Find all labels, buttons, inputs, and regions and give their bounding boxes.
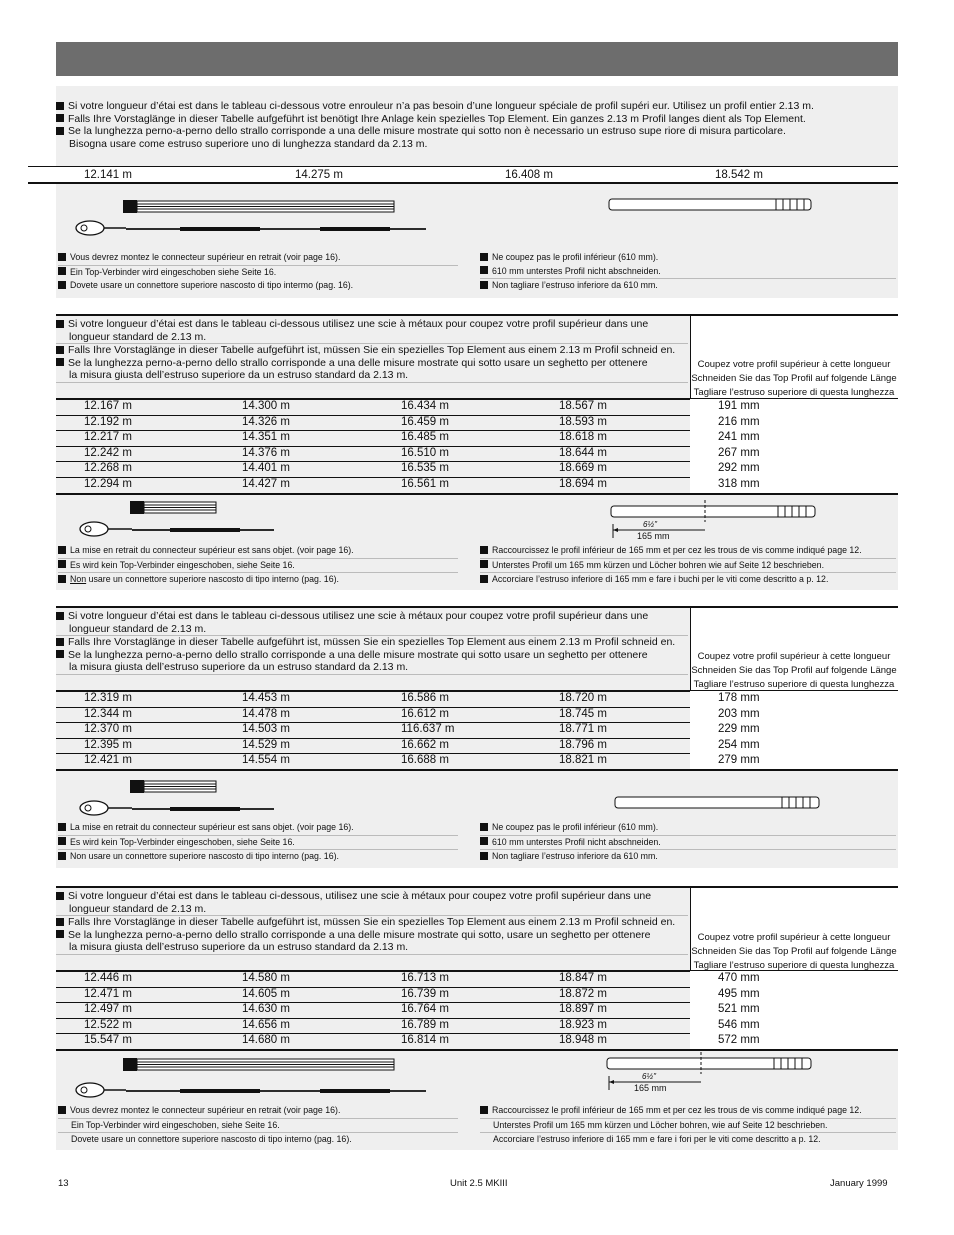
stay-length: 16.510 m <box>401 446 449 459</box>
note: Accorciare l’estruso inferiore di 165 mm e fare i buchi per le viti come descritto a p. 12. <box>492 574 829 584</box>
cut-header-fr: Coupez votre profil supérieur à cette longueur <box>697 359 891 370</box>
section3-intro <box>56 610 688 675</box>
note-emphasis: Non <box>70 574 87 584</box>
cut-length: 279 mm <box>718 754 760 767</box>
stay-length: 14.351 m <box>242 431 290 444</box>
intro-it-cont: la misura giusta dell’estruso superiore da un estruso standard da 2.13 m. <box>56 941 688 955</box>
stay-length: 18.948 m <box>559 1034 607 1047</box>
stay-length: 12.294 m <box>84 478 132 490</box>
stay-length: 16.586 m <box>401 692 449 704</box>
stay-length: 18.593 m <box>559 415 607 428</box>
stay-length: 16.814 m <box>401 1034 449 1047</box>
stay-length: 14.630 m <box>242 1003 290 1016</box>
section2-intro <box>56 318 688 383</box>
cut-header-fr: Coupez votre profil supérieur à cette longueur <box>697 932 891 943</box>
stay-length: 16.459 m <box>401 415 449 428</box>
stay-length: 16.434 m <box>401 400 449 412</box>
intro-fr: Si votre longueur d’étai est dans le tableau ci-dessous, utilisez une scie à métaux pour coupez votre profil supérieur dans une <box>68 890 652 902</box>
table-row <box>56 691 898 708</box>
table-row <box>56 753 898 771</box>
cut-header-de: Schneiden Sie das Top Profil auf folgende Länge <box>691 373 897 384</box>
table-row <box>56 399 898 416</box>
stay-length: 18.694 m <box>559 478 607 490</box>
cut-length: 178 mm <box>718 692 760 704</box>
stay-length: 12.344 m <box>84 707 132 720</box>
intro-it-cont: la misura giusta dell’estruso superiore da un estruso standard da 2.13 m. <box>56 369 688 383</box>
intro-fr: Si votre longueur d’étai est dans le tableau ci-dessous utilisez une scie à métaux pour coupez votre profil supérieur dans une <box>68 610 649 622</box>
stay-length: 15.547 m <box>84 1034 132 1047</box>
stay-length: 14.300 m <box>242 400 290 412</box>
table-row <box>56 430 898 447</box>
table-row <box>56 722 898 739</box>
intro-de: Falls Ihre Vorstaglänge in dieser Tabelle aufgeführt ist, müssen Sie ein spezielles Top Element aus einem 2.13 m Profil schneid en. <box>68 636 676 648</box>
cut-length: 267 mm <box>718 446 760 459</box>
stay-length: 12.370 m <box>84 723 132 736</box>
cut-header-fr: Coupez votre profil supérieur à cette longueur <box>697 651 891 662</box>
intro-it: Se la lunghezza perno-a-perno dello strallo corrisponde a una delle misure mostrate qui sotto usare un seghetto per ottenere <box>68 648 648 661</box>
section2-notes-left <box>58 544 458 587</box>
stay-length: 12.192 m <box>84 415 132 428</box>
cut-length: 229 mm <box>718 723 760 736</box>
note: Unterstes Profil um 165 mm kürzen und Löcher bohren, wie auf Seite 12 beschrieben. <box>480 1119 896 1134</box>
bottom-profile-drawing <box>606 196 816 214</box>
stay-length: 18.796 m <box>559 738 607 751</box>
section3-notes-left <box>58 821 458 864</box>
cut-length: 216 mm <box>718 415 760 428</box>
section1-intro <box>56 100 898 150</box>
note: Ein Top-Verbinder wird eingeschoben, siehe Seite 16. <box>58 1119 458 1134</box>
stay-length: 16.789 m <box>401 1018 449 1031</box>
top-connector-drawing <box>70 776 290 818</box>
cut-header-it: Tagliare l’estruso superiore di questa lunghezza <box>693 960 895 971</box>
table-row <box>56 415 898 432</box>
note: Non tagliare l’estruso inferiore da 610 mm. <box>492 280 658 290</box>
intro-it: Se la lunghezza perno-a-perno dello strallo corrisponde a una delle misure mostrate qui sotto, usare un seghetto per ottenere <box>68 928 651 941</box>
intro-fr: Si votre longueur d’étai est dans le tableau ci-dessous votre enrouleur n’a pas besoin d’une longueur spéciale de profil supéri eur. Utilisez un profil entier 2.13 m. <box>68 100 814 112</box>
section2-notes-right <box>480 544 896 587</box>
stay-length: 12.167 m <box>84 400 132 412</box>
stay-length: 16.561 m <box>401 478 449 490</box>
table-row <box>56 738 898 755</box>
cut-length: 546 mm <box>718 1018 760 1031</box>
stay-length: 18.567 m <box>559 400 607 412</box>
note: Raccourcissez le profil inférieur de 165 mm et per cez les trous de vis comme indiqué page 12. <box>492 545 862 555</box>
stay-length: 12.471 m <box>84 987 132 1000</box>
stay-length: 12.446 m <box>84 972 132 984</box>
cut-length: 572 mm <box>718 1034 760 1047</box>
note: La mise en retrait du connecteur supérieur est sans objet. (voir page 16). <box>70 822 354 832</box>
stay-length: 14.554 m <box>242 754 290 767</box>
note: Raccourcissez le profil inférieur de 165 mm et per cez les trous de vis comme indiqué page 12. <box>492 1105 862 1115</box>
table-row <box>56 987 898 1004</box>
table-row <box>56 971 898 988</box>
note: usare un connettore superiore nascosto di tipo interno (pag. 16). <box>88 574 339 584</box>
cut-header-it: Tagliare l’estruso superiore di questa lunghezza <box>693 387 895 398</box>
section1-notes-right <box>480 251 896 293</box>
intro-fr: Si votre longueur d’étai est dans le tableau ci-dessous utilisez une scie à métaux pour coupez votre profil supérieur dans une <box>68 318 649 330</box>
section3-notes-right <box>480 821 896 864</box>
cut-length: 318 mm <box>718 478 760 490</box>
stay-length: 18.669 m <box>559 462 607 475</box>
intro-it-cont: la misura giusta dell’estruso superiore da un estruso standard da 2.13 m. <box>56 661 688 675</box>
stay-length: 14.427 m <box>242 478 290 490</box>
stay-length: 16.764 m <box>401 1003 449 1016</box>
cut-length: 191 mm <box>718 400 760 412</box>
table-row <box>56 707 898 724</box>
stay-length: 14.478 m <box>242 707 290 720</box>
stay-length: 18.644 m <box>559 446 607 459</box>
intro-de: Falls Ihre Vorstaglänge in dieser Tabelle aufgeführt ist, müssen Sie ein spezielles Top Element aus einem 2.13 m Profil schneid en. <box>68 344 676 356</box>
footer-date: January 1999 <box>830 1178 888 1189</box>
bottom-profile-drawing <box>612 794 824 812</box>
stay-length: 12.217 m <box>84 431 132 444</box>
note: Es wird kein Top-Verbinder eingeschoben, siehe Seite 16. <box>70 559 295 570</box>
top-connector-drawing <box>70 192 440 242</box>
note: Ein Top-Verbinder wird eingeschoben siehe Seite 16. <box>70 266 277 277</box>
stay-length: 16.739 m <box>401 987 449 1000</box>
intro-it-cont: Bisogna usare come estruso superiore uno di lunghezza standard da 2.13 m. <box>69 137 428 150</box>
stay-length: 16.713 m <box>401 972 449 984</box>
cut-header-de: Schneiden Sie das Top Profil auf folgende Länge <box>691 946 897 957</box>
section1-notes-left <box>58 251 458 293</box>
stay-length: 18.872 m <box>559 987 607 1000</box>
stay-length: 12.497 m <box>84 1003 132 1016</box>
stay-length: 18.542 m <box>715 169 763 181</box>
intro-fr-cont: longueur standard de 2.13 m. <box>56 623 688 637</box>
stay-length: 16.688 m <box>401 754 449 767</box>
section4-notes-right <box>480 1104 896 1147</box>
cut-length: 241 mm <box>718 431 760 444</box>
stay-length: 18.923 m <box>559 1018 607 1031</box>
cut-header-de: Schneiden Sie das Top Profil auf folgende Länge <box>691 665 897 676</box>
section4-notes-left <box>58 1104 458 1147</box>
cut-length: 495 mm <box>718 987 760 1000</box>
note: Dovete usare un connettore superiore nascosto di tipo intermo (pag. 16). <box>70 280 354 290</box>
dimension-inch: 6½" <box>643 520 657 529</box>
dimension-mm: 165 mm <box>634 1083 667 1093</box>
intro-fr-cont: longueur standard de 2.13 m. <box>56 331 688 345</box>
intro-de: Falls Ihre Vorstaglänge in dieser Tabelle aufgeführt ist benötigt Ihre Anlage kein spezielles Top Element. Ein ganzes 2.13 m Profil langes dient als Top Element. <box>68 112 806 125</box>
cut-length: 521 mm <box>718 1003 760 1016</box>
note: La mise en retrait du connecteur supérieur est sans objet. (voir page 16). <box>70 545 354 555</box>
stay-length: 18.745 m <box>559 707 607 720</box>
stay-length: 14.401 m <box>242 462 290 475</box>
intro-it: Se la lunghezza perno-a-perno dello strallo corrisponde a una delle misure mostrate qui sotto usare un seghetto per ottenere <box>68 356 648 369</box>
intro-fr-cont: longueur standard de 2.13 m. <box>56 903 688 917</box>
stay-length: 18.618 m <box>559 431 607 444</box>
cut-length: 470 mm <box>718 972 760 984</box>
top-connector-drawing <box>70 1054 440 1102</box>
stay-length: 12.319 m <box>84 692 132 704</box>
stay-length: 14.326 m <box>242 415 290 428</box>
note: 610 mm unterstes Profil nicht abschneiden. <box>492 265 661 276</box>
note: Ne coupez pas le profil inférieur (610 mm). <box>492 822 659 832</box>
note: Unterstes Profil um 165 mm kürzen und Löcher bohren wie auf Seite 12 beschrieben. <box>492 559 825 570</box>
cut-header <box>690 650 898 692</box>
note: Ne coupez pas le profil inférieur (610 mm). <box>492 252 659 262</box>
stay-length: 14.680 m <box>242 1034 290 1047</box>
stay-length: 14.605 m <box>242 987 290 1000</box>
dimension-inch: 6½" <box>642 1072 656 1081</box>
header-bar <box>56 42 898 76</box>
note: Non usare un connettore superiore nascosto di tipo interno (pag. 16). <box>70 851 339 861</box>
note: 610 mm unterstes Profil nicht abschneiden. <box>492 836 661 847</box>
stay-length: 12.242 m <box>84 446 132 459</box>
dimension-mm: 165 mm <box>637 531 670 541</box>
intro-de: Falls Ihre Vorstaglänge in dieser Tabelle aufgeführt ist, müssen Sie ein spezielles Top Element aus einem 2.13 m Profil schneid en. <box>68 916 676 928</box>
table-row <box>56 1033 898 1051</box>
table-row <box>56 1002 898 1019</box>
stay-length: 16.408 m <box>505 169 553 181</box>
top-connector-drawing <box>70 498 290 540</box>
stay-length: 116.637 m <box>401 723 455 736</box>
table-rule <box>28 182 898 184</box>
stay-length: 18.847 m <box>559 972 607 984</box>
stay-length: 14.453 m <box>242 692 290 704</box>
footer-unit: Unit 2.5 MKIII <box>450 1178 508 1189</box>
table-row <box>56 461 898 478</box>
stay-length: 12.395 m <box>84 738 132 751</box>
cut-length: 292 mm <box>718 462 760 475</box>
stay-length: 18.897 m <box>559 1003 607 1016</box>
stay-length: 16.662 m <box>401 738 449 751</box>
stay-length: 18.720 m <box>559 692 607 704</box>
note: Non tagliare l’estruso inferiore da 610 mm. <box>492 851 658 861</box>
stay-length: 18.821 m <box>559 754 607 767</box>
cut-header-it: Tagliare l’estruso superiore di questa lunghezza <box>693 679 895 690</box>
note: Dovete usare un connettore superiore nascosto di tipo interno (pag. 16). <box>71 1134 352 1144</box>
stay-length: 14.503 m <box>242 723 290 736</box>
values-row-bg <box>28 166 898 183</box>
stay-length: 14.376 m <box>242 446 290 459</box>
page-number: 13 <box>58 1178 69 1189</box>
cut-header <box>690 358 898 400</box>
section4-intro <box>56 890 688 955</box>
table-rule <box>28 166 898 167</box>
cut-header <box>690 931 898 973</box>
stay-length: 16.485 m <box>401 431 449 444</box>
stay-length: 12.522 m <box>84 1018 132 1031</box>
stay-length: 16.612 m <box>401 707 449 720</box>
note: Accorciare l’estruso inferiore di 165 mm e fare i fori per le viti come descritto a p. 12. <box>493 1134 821 1144</box>
stay-length: 14.656 m <box>242 1018 290 1031</box>
stay-length: 14.275 m <box>295 169 343 181</box>
stay-length: 12.268 m <box>84 462 132 475</box>
stay-length: 14.580 m <box>242 972 290 984</box>
cut-length: 254 mm <box>718 738 760 751</box>
stay-length: 18.771 m <box>559 723 607 736</box>
note: Es wird kein Top-Verbinder eingeschoben, siehe Seite 16. <box>70 836 295 847</box>
note: Vous devrez montez le connecteur supérieur en retrait (voir page 16). <box>70 252 341 262</box>
table-row <box>56 477 898 495</box>
table-row <box>56 1018 898 1035</box>
intro-it: Se la lunghezza perno-a-perno dello strallo corrisponde a una delle misure mostrate qui sotto non è necessario un estruso supe riore di misura particolare. <box>68 125 786 137</box>
note: Vous devrez montez le connecteur supérieur en retrait (voir page 16). <box>70 1105 341 1115</box>
stay-length: 12.141 m <box>84 169 132 181</box>
table-row <box>56 446 898 463</box>
stay-length: 14.529 m <box>242 738 290 751</box>
stay-length: 16.535 m <box>401 462 449 475</box>
stay-length: 12.421 m <box>84 754 132 767</box>
cut-length: 203 mm <box>718 707 760 720</box>
